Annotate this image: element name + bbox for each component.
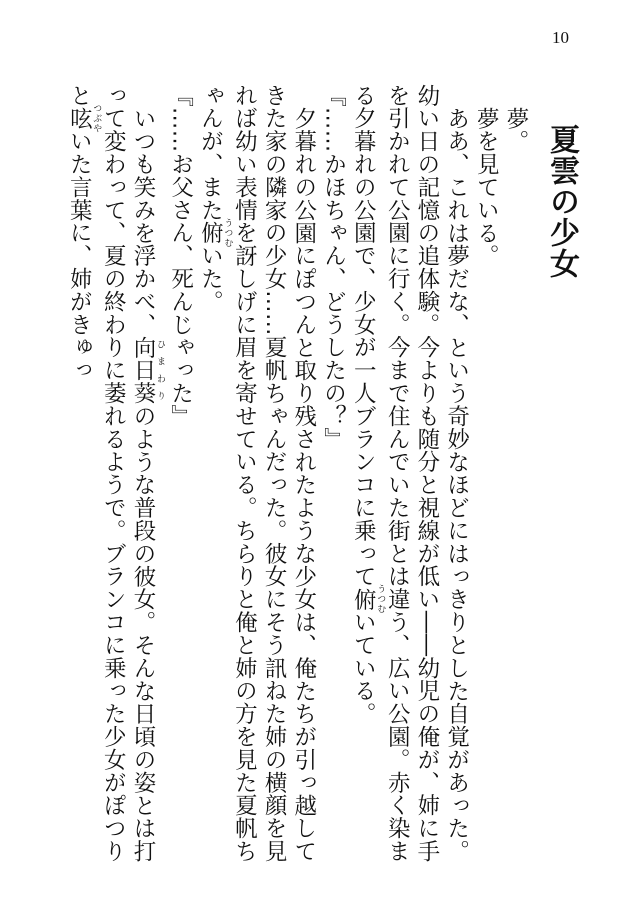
- dialogue-line: [318, 84, 348, 874]
- ruby-reading: つぶや: [91, 103, 102, 134]
- ruby-word: [66, 103, 102, 134]
- text-segment: ああ、これは夢だな、という奇妙なほどにはっきりとした自覚があった。幼い日の記憶の追体験。今よりも随分と視線が低い――幼児の俺が、姉に手を引かれて公園に行く。今まで住んでいた街とは違う、広い公園。赤く染まる夕暮れの公園で、少女が一人ブランコに乗って: [350, 84, 470, 863]
- text-segment: 夢を見ている。: [473, 106, 500, 267]
- text-segment: 『……かほちゃん、どうしたの？』: [320, 84, 347, 451]
- ruby-base: 俯: [350, 584, 377, 615]
- ruby-base: 呟: [66, 103, 93, 134]
- paragraph: [471, 84, 501, 874]
- text-segment: 夢。: [503, 106, 529, 153]
- dialogue-line: [165, 84, 195, 874]
- text-segment: 夕暮れの公園にぽつんと取り残されたような少女は、俺たちが引っ越してきた家の隣家の少女……夏帆ちゃんだった。彼女にそう訊ねた姉の横顔を見れば幼い表情を訝しげに眉を寄せている。ちらりと俺と姉の方を見た夏帆ちゃんが、また: [197, 84, 317, 863]
- paragraph: [64, 84, 165, 874]
- ruby-reading: ひまわり: [154, 335, 165, 405]
- ruby-word: [350, 584, 386, 615]
- body-text: [66, 84, 530, 874]
- ruby-reading: うつむ: [375, 584, 386, 615]
- ruby-base: 向日葵: [129, 335, 156, 405]
- page-number: 10: [552, 28, 569, 47]
- ruby-word: [129, 335, 165, 405]
- paragraph: [195, 84, 318, 874]
- ruby-base: 俯: [197, 217, 224, 248]
- text-segment: いている。: [350, 610, 377, 726]
- text-segment: いた。: [197, 244, 224, 314]
- chapter-title: 夏雲の少女: [544, 124, 579, 279]
- text-segment: いつも笑みを浮かべ、: [129, 106, 156, 336]
- ruby-reading: うつむ: [222, 217, 233, 248]
- ruby-word: [197, 217, 233, 248]
- text-segment: のような普段の彼女。そんな日頃の姿とは打って変わって、夏の終わりに萎れるようで。ブランコに乗った少女がぽつりと: [66, 84, 156, 863]
- paragraph: [500, 84, 530, 874]
- paragraph: [347, 84, 470, 874]
- text-segment: 『……お父さん、死んじゃった』: [167, 84, 194, 428]
- text-segment: いた言葉に、姉がきゅっ: [66, 129, 93, 382]
